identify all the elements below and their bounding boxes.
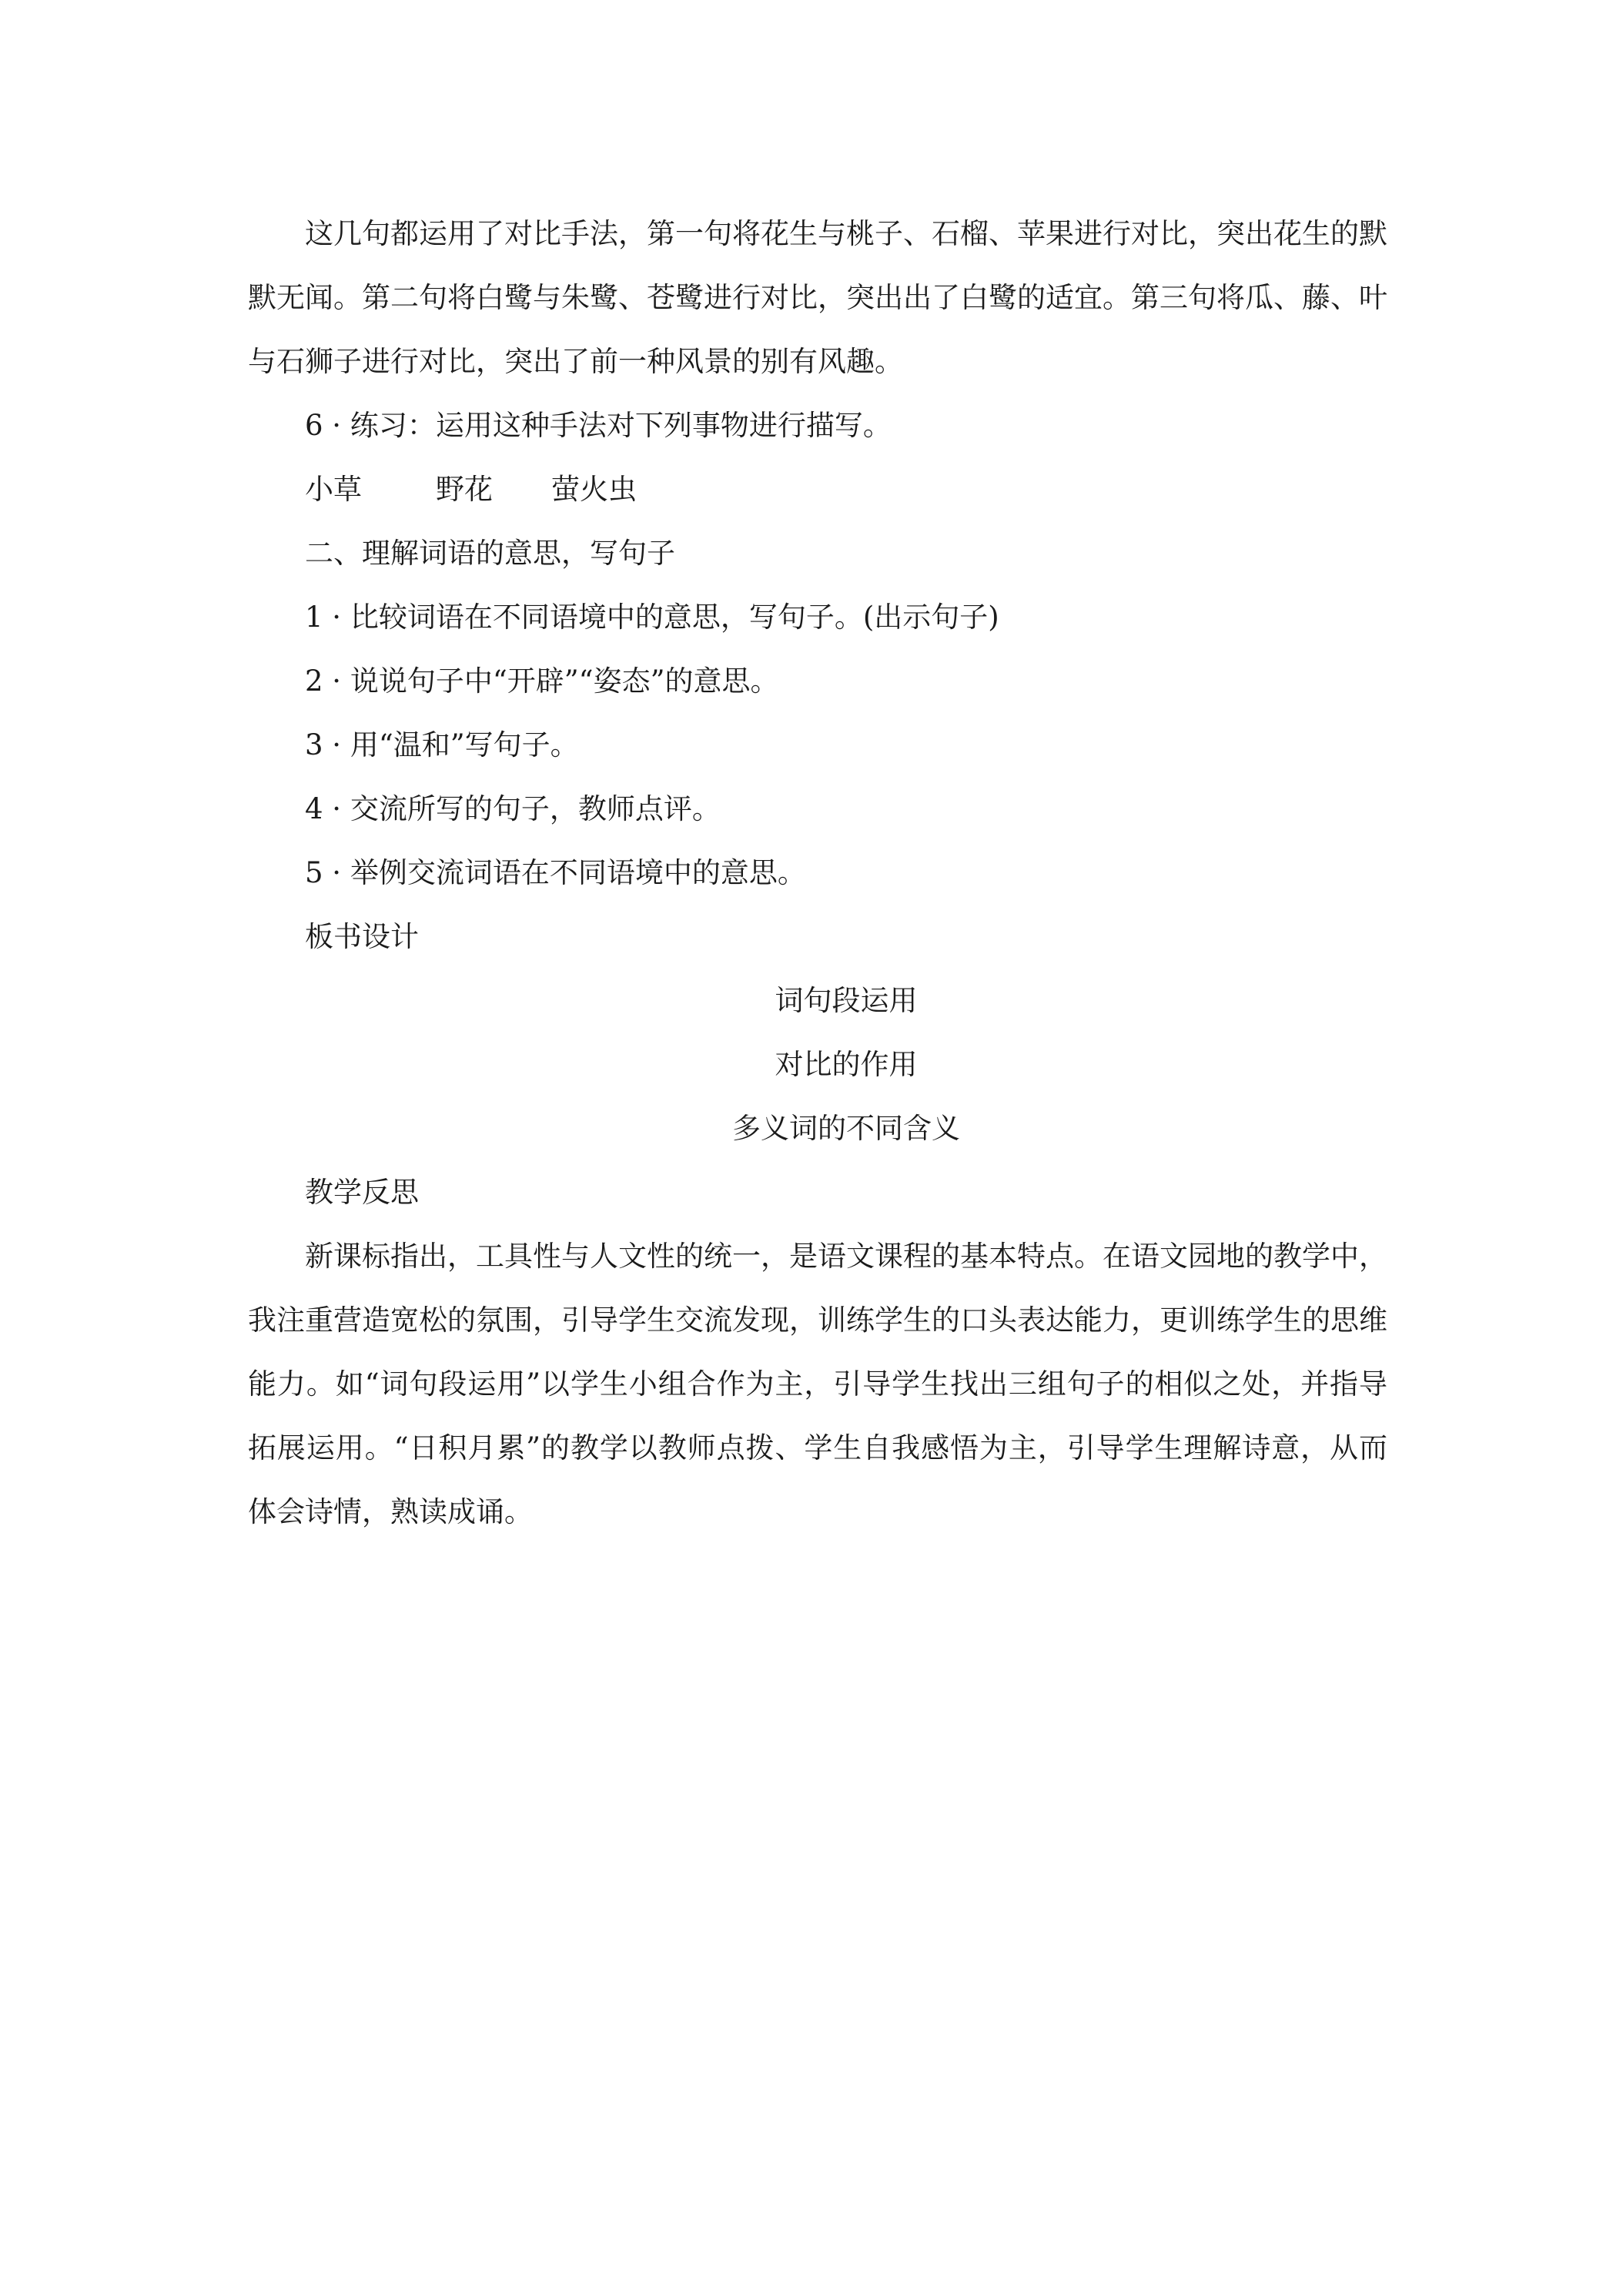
board-line: 多义词的不同含义 (732, 1112, 960, 1145)
step-item: 3 · 用“温和”写句子。 (305, 728, 579, 761)
step-item: 1 · 比较词语在不同语境中的意思，写句子。(出示句子) (305, 601, 999, 634)
practice-word: 野花 (436, 473, 493, 506)
document-body (248, 202, 1387, 1544)
practice-instruction: 6 · 练习：运用这种手法对下列事物进行描写。 (305, 409, 892, 442)
step-item: 5 · 举例交流词语在不同语境中的意思。 (305, 856, 806, 889)
step-item: 2 · 说说句子中“开辟”“姿态”的意思。 (305, 664, 779, 698)
reflection-paragraph: 新课标指出，工具性与人文性的统一，是语文课程的基本特点。在语文园地的教学中，我注重营造宽松的氛围，引导学生交流发现，训练学生的口头表达能力，更训练学生的思维能力。如“词句段运用”以学生小组合作为主，引导学生找出三组句子的相似之处，并指导拓展运用。“日积月累”的教学以教师点拨、学生自我感悟为主，引导学生理解诗意，从而体会诗情，熟读成诵。 (248, 1240, 1387, 1528)
board-line: 对比的作用 (775, 1048, 918, 1081)
contrast-paragraph: 这几句都运用了对比手法，第一句将花生与桃子、石榴、苹果进行对比，突出花生的默默无闻。第二句将白鹭与朱鹭、苍鹭进行对比，突出出了白鹭的适宜。第三句将瓜、藤、叶与石狮子进行对比，突出了前一种风景的别有风趣。 (248, 217, 1387, 378)
reflection-heading: 教学反思 (305, 1176, 419, 1209)
section-two-heading: 二、理解词语的意思，写句子 (305, 537, 675, 570)
practice-word: 萤火虫 (551, 473, 637, 506)
board-design-heading: 板书设计 (305, 920, 419, 953)
board-line: 词句段运用 (775, 984, 918, 1017)
practice-words (248, 457, 1387, 521)
practice-word: 小草 (305, 473, 362, 506)
step-item: 4 · 交流所写的句子，教师点评。 (305, 792, 721, 825)
